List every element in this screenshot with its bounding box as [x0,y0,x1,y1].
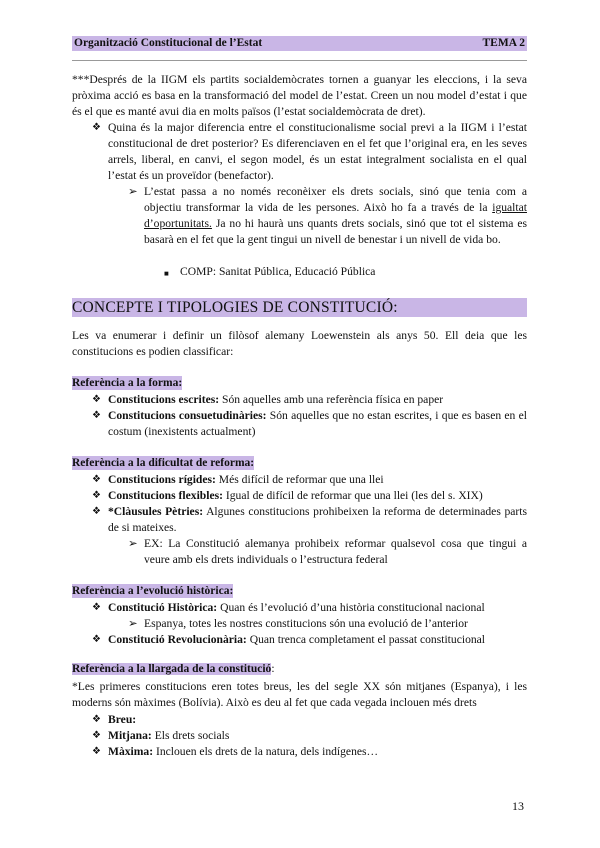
definition: Els drets socials [151,729,230,742]
term: *Clàusules Pètries: [108,505,204,518]
llargada-item-mitjana [108,728,527,744]
diamond-bullet-icon: ❖ [92,474,101,485]
definition: Quan és l’evolució d’una història constitucional nacional [217,601,485,614]
definition: Són aquelles que no estan escrites, i que es basen en el costum (inexistents actualment) [108,409,527,438]
heading-llargada-wrap [72,662,275,676]
arrow-bullet-icon: ➢ [128,537,138,550]
diamond-bullet-icon: ❖ [92,394,101,405]
diamond-bullet-icon: ❖ [92,746,101,757]
definition: Són aquelles amb una referència física en paper [219,393,444,406]
section-intro: Les va enumerar i definir un filòsof alemany Loewenstein als anys 50. Ell deia que les constitucions es podien classificar: [72,329,527,358]
evolucio-item-historica [108,600,527,616]
llargada-paragraph: *Les primeres constitucions eren totes breus, les del segle XX són mitjanes (Espanya), i les moderns són màximes (Bolívia). Això es deu al fet que cada vegada inclouen més drets [72,680,527,709]
llargada-item-maxima [108,744,527,760]
term: Constitució Revolucionària: [108,633,247,646]
comp-line: COMP: Sanitat Pública, Educació Pública [180,265,376,278]
heading-dificultat: Referència a la dificultat de reforma: [72,457,255,469]
llargada-item-breu [108,712,527,728]
sub-text-underlined: igualtat d’oportunitats. [144,201,527,230]
diamond-bullet-icon: ❖ [92,490,101,501]
dificultat-example: EX: La Constitució alemanya prohibeix reformar qualsevol cosa que tingui a veure amb els drets individuals o l’estructura federal [144,537,527,566]
page-header [72,36,527,51]
dificultat-item-rigides [108,472,527,488]
diamond-bullet-icon: ❖ [92,602,101,613]
term: Constitucions rígides: [108,473,216,486]
diamond-bullet-icon: ❖ [92,714,101,725]
term: Constitucions consuetudinàries: [108,409,267,422]
dificultat-item-petries [108,504,527,536]
header-topic: TEMA 2 [482,37,525,49]
diamond-bullet-icon: ❖ [92,410,101,421]
diamond-bullet-icon: ❖ [92,634,101,645]
header-title: Organització Constitucional de l’Estat [74,37,263,49]
diamond-bullet-icon: ❖ [92,730,101,741]
forma-item-consuetudinaries [108,408,527,440]
forma-item-escrites [108,392,527,408]
arrow-bullet-icon: ➢ [128,617,138,630]
term: Constitucions escrites: [108,393,220,406]
definition: Igual de difícil de reformar que una llei (les del s. XIX) [222,489,483,502]
diamond-bullet-icon: ❖ [92,122,101,133]
definition: Quan trenca completament el passat constitucional [246,633,486,646]
page-number: 13 [512,799,524,813]
evolucio-item-revolucionaria [108,632,527,648]
arrow-bullet-icon: ➢ [128,185,138,198]
heading-forma: Referència a la forma: [72,377,183,389]
term: Constitucions flexibles: [108,489,223,502]
question-paragraph: Quina és la major diferencia entre el constitucionalisme social previ a la IIGM i l’estat constitucional de dret posterior? Es diferenciaven en el fet que l’original era, en les seves arrels, liberal, en canvi, el segon model, és un estat integralment socialista en el qual l’estat és un proveïdor (benefactor). [108,121,527,182]
heading-llargada: Referència a la llargada de la constitució [72,663,272,675]
definition: Més difícil de reformar que una llei [215,473,384,486]
diamond-bullet-icon: ❖ [92,506,101,517]
intro-paragraph: ***Després de la IIGM els partits socialdemòcrates tornen a guanyar les eleccions, i la seva pròxima acció es basa en la transformació del model de l’estat. Creen un nou model d’estat i que és el que es manté avui dia en molts països (l’estat socialdemòcrata de dret). [72,73,527,118]
heading-evolucio: Referència a l’evolució històrica: [72,585,234,597]
term: Breu: [108,713,137,726]
sub-text-a: L’estat passa a no només reconèixer els drets socials, sinó que tenia com a objectiu transformar la vida de les persones. Això ho fa a través de la [144,185,527,214]
term: Màxima: [108,745,154,758]
header-divider [72,60,527,61]
section-heading: CONCEPTE I TIPOLOGIES DE CONSTITUCIÓ: [72,298,527,317]
sub-paragraph [144,184,527,248]
definition: Algunes constitucions prohibeixen la reforma de determinades parts de si mateixes. [108,505,527,534]
dificultat-item-flexibles [108,488,527,504]
definition: Inclouen els drets de la natura, dels indígenes… [153,745,379,758]
sub-text-b: Ja no hi haurà uns quants drets socials, sinó que tot el sistema es basarà en el fet que la gent tingui un nivell de benestar i un nivell de vida bo. [144,217,527,246]
heading-llargada-colon: : [271,663,275,675]
term: Mitjana: [108,729,152,742]
evolucio-historica-example: Espanya, totes les nostres constitucions són una evolució de l’anterior [144,617,468,630]
square-bullet-icon: ■ [164,269,169,278]
term: Constitució Històrica: [108,601,218,614]
